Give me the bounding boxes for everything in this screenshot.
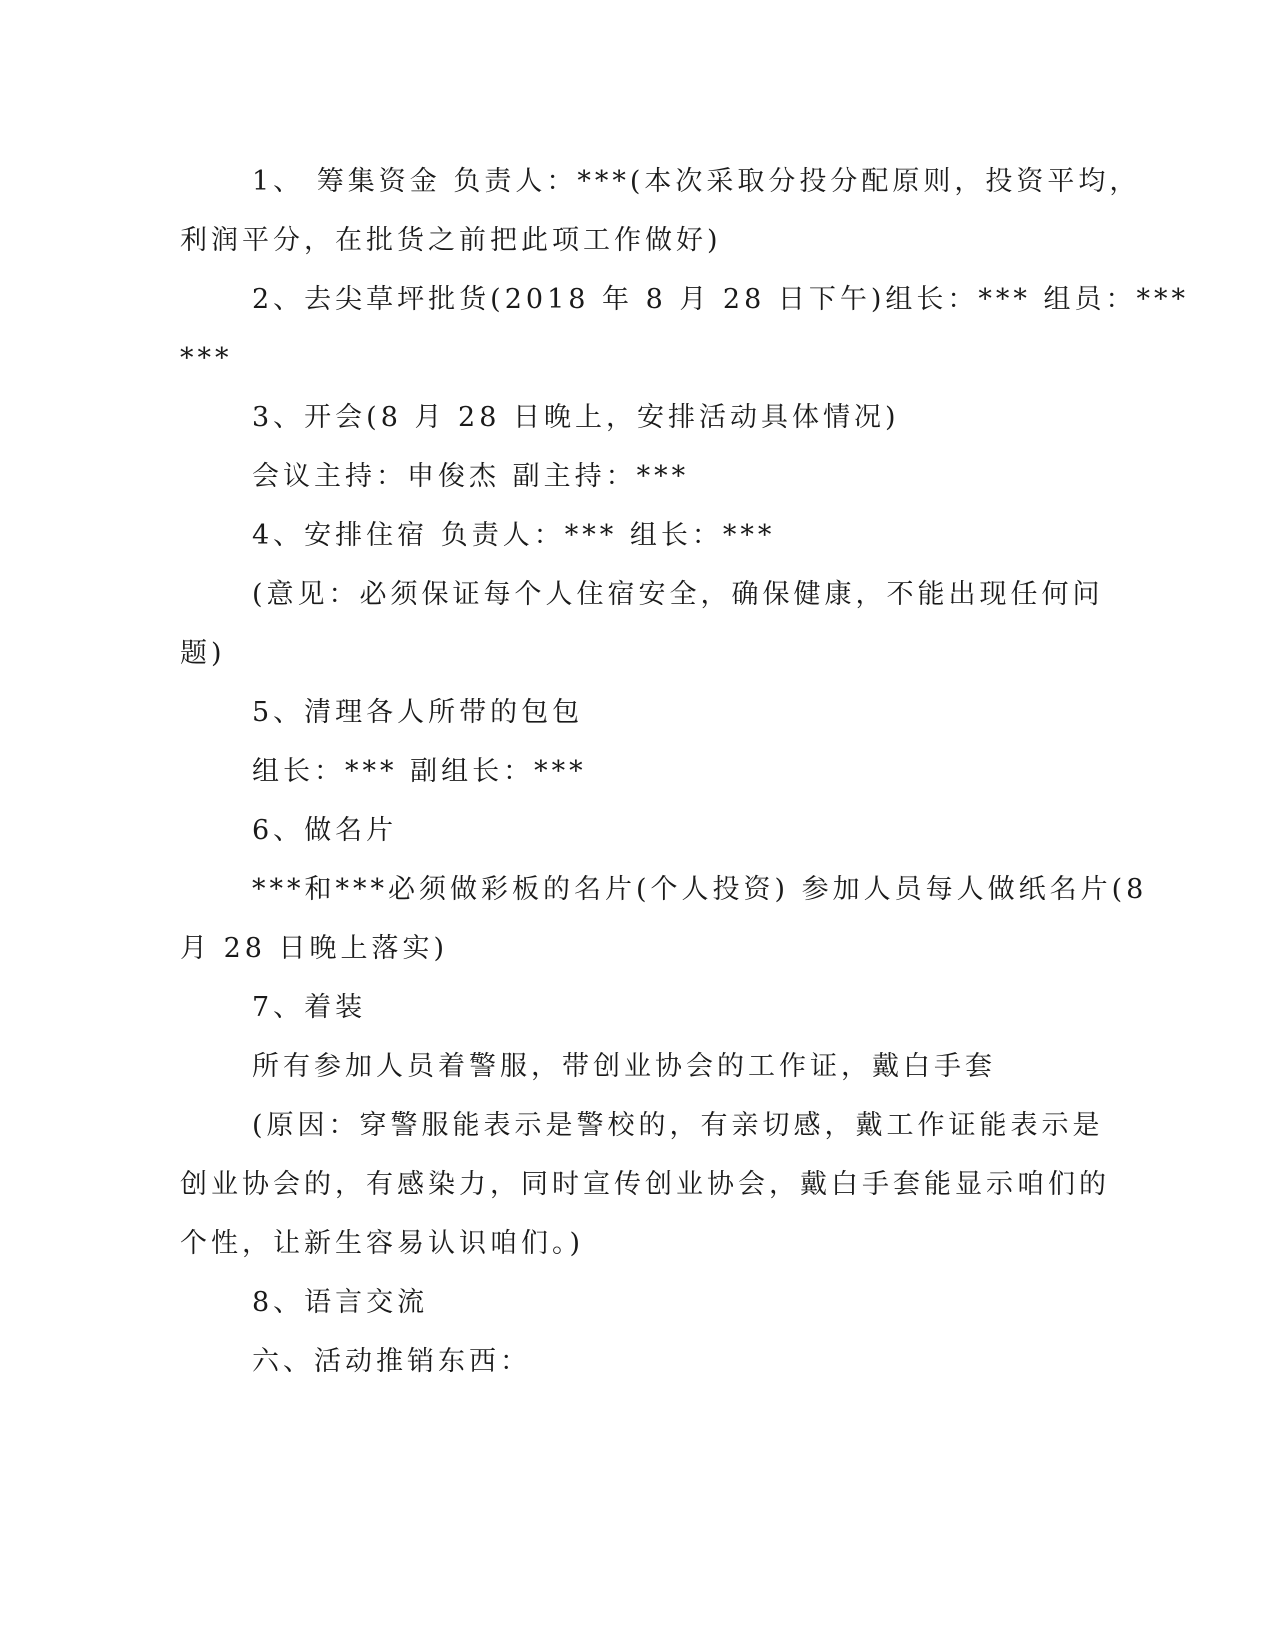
item-5-leaders: 组长：*** 副组长：***: [252, 756, 587, 787]
item-4-opinion: (意见：必须保证每个人住宿安全，确保健康，不能出现任何问: [252, 579, 1104, 610]
item-4-opinion-continued: 题): [180, 638, 226, 669]
item-7-dress: 所有参加人员着警服，带创业协会的工作证，戴白手套: [252, 1051, 996, 1082]
item-2-continued: ***: [180, 343, 233, 374]
item-7-reason-continued-2: 个性，让新生容易认识咱们。): [180, 1228, 585, 1259]
item-4-text: 4、安排住宿 负责人：*** 组长：***: [252, 520, 776, 551]
item-6-details-continued: 月 28 日晚上落实): [180, 933, 449, 964]
section-6-heading: 六、活动推销东西：: [252, 1346, 531, 1377]
item-1-continued: 利润平分，在批货之前把此项工作做好): [180, 225, 722, 256]
item-7-text: 7、着装: [252, 992, 367, 1023]
item-2-text: 2、去尖草坪批货(2018 年 8 月 28 日下午)组长：*** 组员：***: [252, 284, 1189, 315]
item-3-host: 会议主持：申俊杰 副主持：***: [252, 461, 690, 492]
item-7-reason: (原因：穿警服能表示是警校的，有亲切感，戴工作证能表示是: [252, 1110, 1104, 1141]
item-3-text: 3、开会(8 月 28 日晚上，安排活动具体情况): [252, 402, 900, 433]
item-5-text: 5、清理各人所带的包包: [252, 697, 584, 728]
item-1-text: 1、 筹集资金 负责人：***(本次采取分投分配原则，投资平均，: [252, 166, 1141, 197]
item-7-reason-continued-1: 创业协会的，有感染力，同时宣传创业协会，戴白手套能显示咱们的: [180, 1169, 1110, 1200]
item-8-text: 8、语言交流: [252, 1287, 429, 1318]
item-6-details: ***和***必须做彩板的名片(个人投资) 参加人员每人做纸名片(8: [252, 874, 1148, 905]
item-6-text: 6、做名片: [252, 815, 398, 846]
